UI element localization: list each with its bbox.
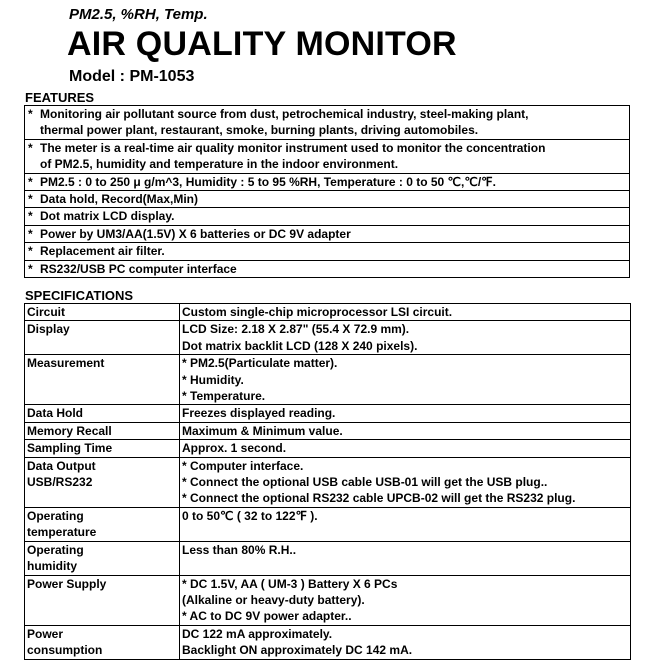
spec-value-text: * DC 1.5V, AA ( UM-3 ) Battery X 6 PCs (182, 576, 398, 591)
spec-value-text: * Computer interface. (182, 458, 304, 473)
spec-value (180, 457, 631, 507)
specifications-heading: SPECIFICATIONS (25, 288, 134, 303)
spec-value-text: (Alkaline or heavy-duty battery). (182, 592, 365, 607)
feature-text: thermal power plant, restaurant, smoke, burning plants, driving automobiles. (40, 123, 479, 138)
feature-text: Power by UM3/AA(1.5V) X 6 batteries or DC 9V adapter (40, 226, 351, 241)
feature-row (25, 260, 630, 277)
spec-value (180, 440, 631, 457)
spec-label-text: humidity (27, 559, 77, 574)
spec-row (25, 304, 631, 321)
model-number: Model : PM-1053 (69, 68, 195, 85)
spec-row (25, 575, 631, 625)
spec-label-text: Circuit (27, 305, 66, 319)
feature-row (25, 139, 630, 173)
spec-label-text: Data Output (27, 458, 96, 473)
spec-label-text: Operating (27, 542, 84, 557)
spec-label (25, 507, 180, 541)
feature-row (25, 208, 630, 225)
spec-value (180, 541, 631, 575)
bullet-marker: * (28, 226, 33, 241)
spec-row (25, 541, 631, 575)
spec-row (25, 457, 631, 507)
spec-label (25, 541, 180, 575)
feature-text: of PM2.5, humidity and temperature in the indoor environment. (40, 157, 399, 172)
spec-label-text: Data Hold (27, 406, 84, 421)
spec-label-text: Power Supply (27, 576, 107, 591)
spec-value-text: * Temperature. (182, 389, 266, 404)
spec-label-text: Measurement (27, 356, 105, 371)
bullet-marker: * (28, 209, 33, 224)
spec-label (25, 304, 180, 321)
product-subtitle: PM2.5, %RH, Temp. (69, 6, 208, 23)
spec-label-text: Memory Recall (27, 423, 112, 438)
spec-label (25, 405, 180, 422)
spec-value-text: Less than 80% R.H.. (182, 542, 297, 557)
feature-row (25, 191, 630, 208)
spec-label-text: Sampling Time (27, 441, 113, 456)
spec-value (180, 422, 631, 439)
bullet-marker: * (28, 192, 33, 207)
spec-value-text: * Connect the optional USB cable USB-01 will get the USB plug.. (182, 475, 548, 490)
spec-label-text: consumption (27, 643, 103, 658)
spec-value-text: * PM2.5(Particulate matter). (182, 356, 338, 371)
bullet-marker: * (28, 261, 33, 276)
feature-text: Monitoring air pollutant source from dust, petrochemical industry, steel-making plant, (40, 107, 529, 121)
spec-value (180, 355, 631, 405)
spec-value-text: * AC to DC 9V power adapter.. (182, 609, 352, 624)
feature-text: RS232/USB PC computer interface (40, 261, 237, 276)
feature-row (25, 243, 630, 260)
feature-row (25, 173, 630, 190)
spec-value (180, 507, 631, 541)
spec-value-text: 0 to 50℃ ( 32 to 122℉ ). (182, 508, 318, 523)
spec-row (25, 405, 631, 422)
feature-text: PM2.5 : 0 to 250 μ g/m^3, Humidity : 5 to 95 %RH, Temperature : 0 to 50 ℃,℃/℉. (40, 174, 496, 189)
spec-value-text: Approx. 1 second. (182, 441, 287, 456)
spec-row (25, 422, 631, 439)
spec-value-text: Maximum & Minimum value. (182, 423, 343, 438)
feature-row (25, 225, 630, 242)
bullet-marker: * (28, 244, 33, 259)
spec-value (180, 625, 631, 659)
spec-label-text: temperature (27, 525, 97, 540)
spec-label (25, 321, 180, 355)
spec-value (180, 575, 631, 625)
spec-label (25, 575, 180, 625)
page-title: AIR QUALITY MONITOR (67, 25, 457, 63)
spec-label-text: Display (27, 322, 70, 337)
specifications-table (24, 303, 631, 660)
spec-row (25, 625, 631, 659)
features-table (24, 105, 630, 278)
spec-label-text: Operating (27, 508, 84, 523)
spec-label (25, 457, 180, 507)
spec-value-text: Dot matrix backlit LCD (128 X 240 pixels). (182, 338, 418, 353)
features-heading: FEATURES (25, 90, 95, 105)
bullet-marker: * (28, 140, 33, 155)
spec-value-text: LCD Size: 2.18 X 2.87" (55.4 X 72.9 mm). (182, 322, 410, 337)
spec-label (25, 440, 180, 457)
spec-row (25, 355, 631, 405)
spec-value-text: Custom single-chip microprocessor LSI circuit. (182, 305, 453, 319)
spec-row (25, 321, 631, 355)
spec-label-text: Power (27, 626, 64, 641)
feature-text: Data hold, Record(Max,Min) (40, 192, 199, 207)
feature-text: Replacement air filter. (40, 244, 165, 259)
spec-label (25, 355, 180, 405)
spec-label (25, 422, 180, 439)
bullet-marker: * (28, 107, 33, 121)
spec-row (25, 440, 631, 457)
spec-label-text: USB/RS232 (27, 475, 93, 490)
feature-text: The meter is a real-time air quality monitor instrument used to monitor the concentration (40, 140, 546, 155)
spec-value-text: * Connect the optional RS232 cable UPCB-02 will get the RS232 plug. (182, 491, 576, 506)
spec-value-text: Backlight ON approximately DC 142 mA. (182, 643, 413, 658)
spec-value (180, 304, 631, 321)
spec-value-text: DC 122 mA approximately. (182, 626, 333, 641)
spec-value-text: Freezes displayed reading. (182, 406, 336, 421)
spec-value (180, 405, 631, 422)
spec-row (25, 507, 631, 541)
spec-value (180, 321, 631, 355)
feature-row (25, 106, 630, 140)
spec-value-text: * Humidity. (182, 372, 244, 387)
spec-label (25, 625, 180, 659)
feature-text: Dot matrix LCD display. (40, 209, 175, 224)
bullet-marker: * (28, 174, 33, 189)
